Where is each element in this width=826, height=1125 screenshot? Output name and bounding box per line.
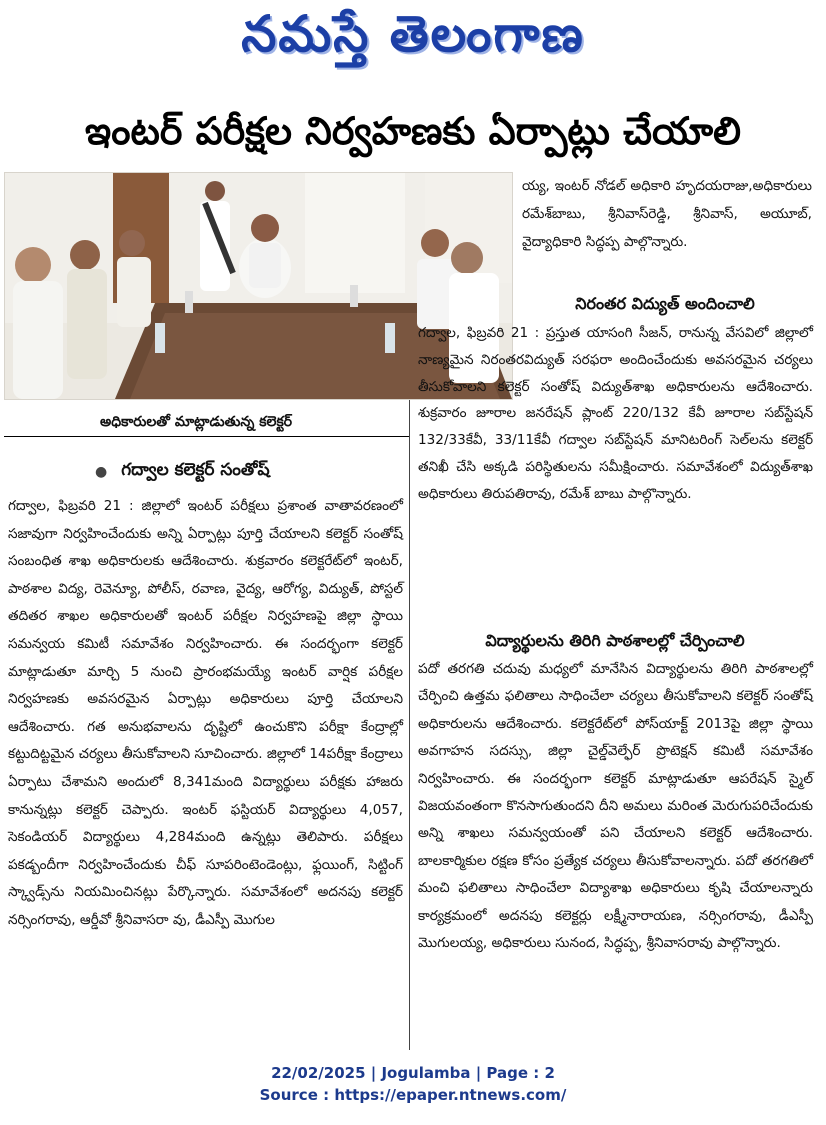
column-divider — [409, 400, 410, 1050]
section-heading-students: విద్యార్థులను తిరిగి పాఠశాలల్లో చేర్పించాలి — [485, 631, 745, 650]
footer-source-line: Source : https://epaper.ntnews.com/ — [259, 1086, 567, 1104]
section-heading-power: నిరంతర విద్యుత్ అందించాలి — [575, 294, 755, 313]
bullet-icon: ● — [95, 464, 108, 480]
masthead-title: నమస్తే తెలంగాణ — [241, 4, 585, 63]
byline-text: గద్వాల కలెక్టర్ సంతోష్ — [121, 460, 270, 480]
section-power-body-wrap — [418, 320, 813, 508]
caption-divider — [4, 436, 409, 437]
byline — [95, 458, 395, 486]
article-body-right-top: య్య, ఇంటర్ నోడల్ అధికారి హృదయరాజు,అధికారులు రమేశ్‌బాబు, శ్రీనివాస్‌రెడ్డి, శ్రీనివాస్, అయూబ్, వైద్యాధికారి సిద్ధప్ప పాల్గొన్నారు. — [522, 178, 812, 250]
photo-caption: అధికారులతో మాట్లాడుతున్న కలెక్టర్ — [100, 414, 293, 430]
headline: ఇంటర్ పరీక్షల నిర్వహణకు ఏర్పాట్లు చేయాలి — [85, 109, 741, 153]
section-students-body: పదో తరగతి చదువు మధ్యలో మానేసిన విద్యార్థులను తిరిగి పాఠశాలల్లో చేర్పించి ఉత్తమ ఫలితాలు సాధించేలా చర్యలు తీసుకోవాలని కలెక్టర్ సంతోష్ అధికారులను ఆదేశించారు. కలెక్టరేట్‌లో పోస్‌యాక్ట్ 2013పై జిల్లా స్థాయి అవగాహన సదస్సు, జిల్లా చైల్డ్‌వెల్ఫేర్ ప్రొటెక్షన్ కమిటీ సమావేశం నిర్వహించారు. ఈ సందర్భంగా కలెక్టర్ మాట్లాడుతూ ఆపరేషన్ స్మైల్ విజయవంతంగా కొనసాగుతుందని దీని అమలు మరింత మెరుగుపరిచేందుకు అన్ని శాఖలు సమన్వయంతో పని చేయాలని కలెక్టర్ ఆదేశించారు. బాలకార్మికుల రక్షణ కోసం ప్రత్యేక చర్యలు తీసుకోవాలన్నారు. పదో తరగతిలో మంచి ఫలితాలు సాధించేలా విద్యాశాఖ అధికారులు కృషి చేయాలన్నారు కార్యక్రమంలో అదనపు కలెక్టర్లు లక్ష్మీనారాయణ, నర్సింగరావు, డీఎస్పీ మొగులయ్య, అధికారులు సునంద, సిద్ధప్ప, శ్రీనివాసరావు పాల్గొన్నారు. — [418, 661, 813, 952]
article-left-column — [8, 493, 403, 935]
section-power-body: గద్వాల, ఫిబ్రవరి 21 : ప్రస్తుత యాసంగి సీజన్, రానున్న వేసవిలో జిల్లాలో నాణ్యమైన నిరంతరవిద్యుత్ సరఫరా అందించేందుకు అవసరమైన చర్యలు తీసుకోవాలని కలెక్టర్ సంతోష్ విద్యుత్‌శాఖ అధికారులను ఆదేశించారు. శుక్రవారం జూరాల జనరేషన్ ప్లాంట్ 220/132 కేవీ జూరాల సబ్‌స్టేషన్ 132/33కేవీ, 33/11కేవీ గద్వాల సబ్‌స్టేషన్ మానిటరింగ్ సెల్‌లను కలెక్టర్ తనిఖీ చేసి అక్కడి పరిస్థితులను సమీక్షించారు. సమావేశంలో విద్యుత్‌శాఖ అధికారులు తిరుపతిరావు, రమేశ్ బాబు పాల్గొన్నారు. — [418, 325, 813, 502]
masthead — [0, 0, 826, 80]
footer-date-line: 22/02/2025 | Jogulamba | Page : 2 — [271, 1064, 555, 1082]
footer — [0, 1062, 826, 1106]
section-students-body-wrap — [418, 656, 813, 957]
article-body-left: గద్వాల, ఫిబ్రవరి 21 : జిల్లాలో ఇంటర్ పరీక్షలు ప్రశాంత వాతావరణంలో సజావుగా నిర్వహించేందుకు అన్ని ఏర్పాట్లు పూర్తి చేయాలని కలెక్టర్ సంతోష్ సంబంధిత శాఖ అధికారులకు ఆదేశించారు. శుక్రవారం కలెక్టరేట్‌లో ఇంటర్, పాఠశాల విద్య, రెవెన్యూ, పోలీస్, రవాణ, వైద్య, ఆరోగ్య, విద్యుత్, పోస్టల్ తదితర శాఖల అధికారులతో ఇంటర్ పరీక్షల నిర్వహణపై జిల్లా స్థాయి సమన్వయ కమిటీ సమావేశం నిర్వహించారు. ఈ సందర్భంగా కలెక్టర్ మాట్లాడుతూ మార్చి 5 నుంచి ప్రారంభమయ్యే ఇంటర్ వార్షిక పరీక్షల నిర్వహణకు అవసరమైన ఏర్పాట్లు అధికారులు పూర్తి చేయాలని ఆదేశించారు. గత అనుభవాలను దృష్టిలో ఉంచుకొని పరీక్షా కేంద్రాల్లో కట్టుదిట్టమైన చర్యలు తీసుకోవాలని సూచించారు. జిల్లాలో 14పరీక్షా కేంద్రాలు ఏర్పాటు చేశామని అందులో 8,341మంది విద్యార్థులు పరీక్షకు హాజరు కానున్నట్లు కలెక్టర్ చెప్పారు. ఇంటర్ ఫస్టియర్ విద్యార్థులు 4,057, సెకండియర్ విద్యార్థులు 4,284మంది ఉన్నట్లు తెలిపారు. పరీక్షలు పకడ్బందీగా నిర్వహించేందుకు చీఫ్ సూపరింటెండెంట్లు, ఫ్లయింగ్, సిట్టింగ్ స్క్వాడ్స్‌ను నియమించినట్లు పేర్కొన్నారు. సమావేశంలో అదనపు కలెక్టర్ నర్సింగరావు, ఆర్డీవో శ్రీనివాసరా వు, డీఎస్పీ మొగుల — [8, 498, 403, 928]
article-right-column-top — [522, 172, 812, 256]
